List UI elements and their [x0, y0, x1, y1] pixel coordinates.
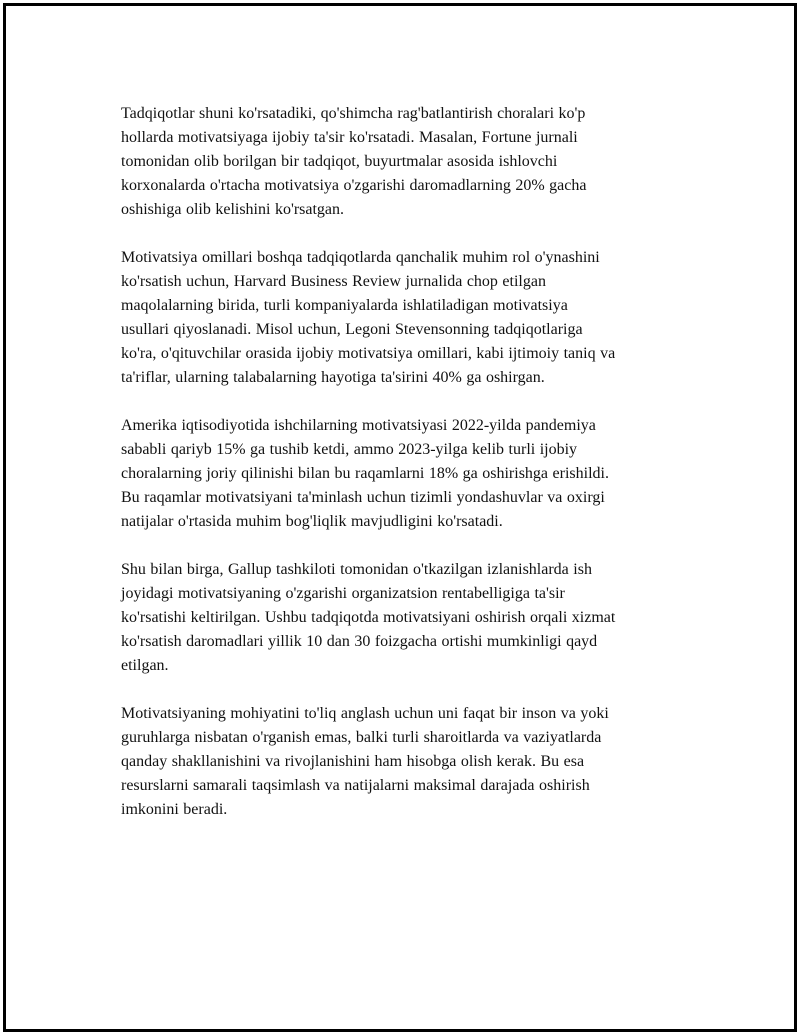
- page-frame: [3, 3, 797, 1032]
- paragraph-4: [121, 558, 701, 678]
- document-body: [121, 102, 701, 846]
- paragraph-2: [121, 246, 701, 390]
- paragraph-line: Motivatsiya omillari boshqa tadqiqotlarda qanchalik muhim rol o'ynashini: [121, 249, 600, 266]
- paragraph-line: joyidagi motivatsiyaning o'zgarishi organizatsion rentabelligiga ta'sir: [121, 585, 565, 602]
- paragraph-line: hollarda motivatsiyaga ijobiy ta'sir ko'rsatadi. Masalan, Fortune jurnali: [121, 129, 578, 146]
- paragraph-line: ko'rsatish daromadlari yillik 10 dan 30 foizgacha ortishi mumkinligi qayd: [121, 633, 598, 650]
- paragraph-line: sababli qariyb 15% ga tushib ketdi, ammo 2023-yilga kelib turli ijobiy: [121, 441, 578, 458]
- paragraph-line: usullari qiyoslanadi. Misol uchun, Legoni Stevensonning tadqiqotlariga: [121, 321, 583, 338]
- paragraph-3: [121, 414, 701, 534]
- paragraph-line: ko'rsatishi keltirilgan. Ushbu tadqiqotda motivatsiyani oshirish orqali xizmat: [121, 609, 616, 626]
- paragraph-line: qanday shakllanishini va rivojlanishini ham hisobga olish kerak. Bu esa: [121, 753, 585, 770]
- paragraph-line: resurslarni samarali taqsimlash va natijalarni maksimal darajada oshirish: [121, 777, 590, 794]
- paragraph-line: korxonalarda o'rtacha motivatsiya o'zgarishi daromadlarning 20% gacha: [121, 177, 587, 194]
- paragraph-line: ta'riflar, ularning talabalarning hayotiga ta'sirini 40% ga oshirgan.: [121, 369, 545, 386]
- paragraph-line: etilgan.: [121, 657, 169, 674]
- paragraph-5: [121, 702, 701, 822]
- paragraph-line: ko'rsatish uchun, Harvard Business Review jurnalida chop etilgan: [121, 273, 546, 290]
- paragraph-line: Tadqiqotlar shuni ko'rsatadiki, qo'shimcha rag'batlantirish choralari ko'p: [121, 105, 586, 122]
- paragraph-line: natijalar o'rtasida muhim bog'liqlik mavjudligini ko'rsatadi.: [121, 513, 503, 530]
- paragraph-line: oshishiga olib kelishini ko'rsatgan.: [121, 201, 345, 218]
- paragraph-line: ko'ra, o'qituvchilar orasida ijobiy motivatsiya omillari, kabi ijtimoiy taniq va: [121, 345, 616, 362]
- paragraph-line: maqolalarning birida, turli kompaniyalarda ishlatiladigan motivatsiya: [121, 297, 568, 314]
- paragraph-1: [121, 102, 701, 222]
- paragraph-line: choralarning joriy qilinishi bilan bu raqamlarni 18% ga oshirishga erishildi.: [121, 465, 609, 482]
- paragraph-line: Motivatsiyaning mohiyatini to'liq anglash uchun uni faqat bir inson va yoki: [121, 705, 609, 722]
- paragraph-line: guruhlarga nisbatan o'rganish emas, balki turli sharoitlarda va vaziyatlarda: [121, 729, 602, 746]
- paragraph-line: tomonidan olib borilgan bir tadqiqot, buyurtmalar asosida ishlovchi: [121, 153, 558, 170]
- paragraph-line: imkonini beradi.: [121, 801, 228, 818]
- paragraph-line: Amerika iqtisodiyotida ishchilarning motivatsiyasi 2022-yilda pandemiya: [121, 417, 596, 434]
- paragraph-line: Shu bilan birga, Gallup tashkiloti tomonidan o'tkazilgan izlanishlarda ish: [121, 561, 592, 578]
- paragraph-line: Bu raqamlar motivatsiyani ta'minlash uchun tizimli yondashuvlar va oxirgi: [121, 489, 605, 506]
